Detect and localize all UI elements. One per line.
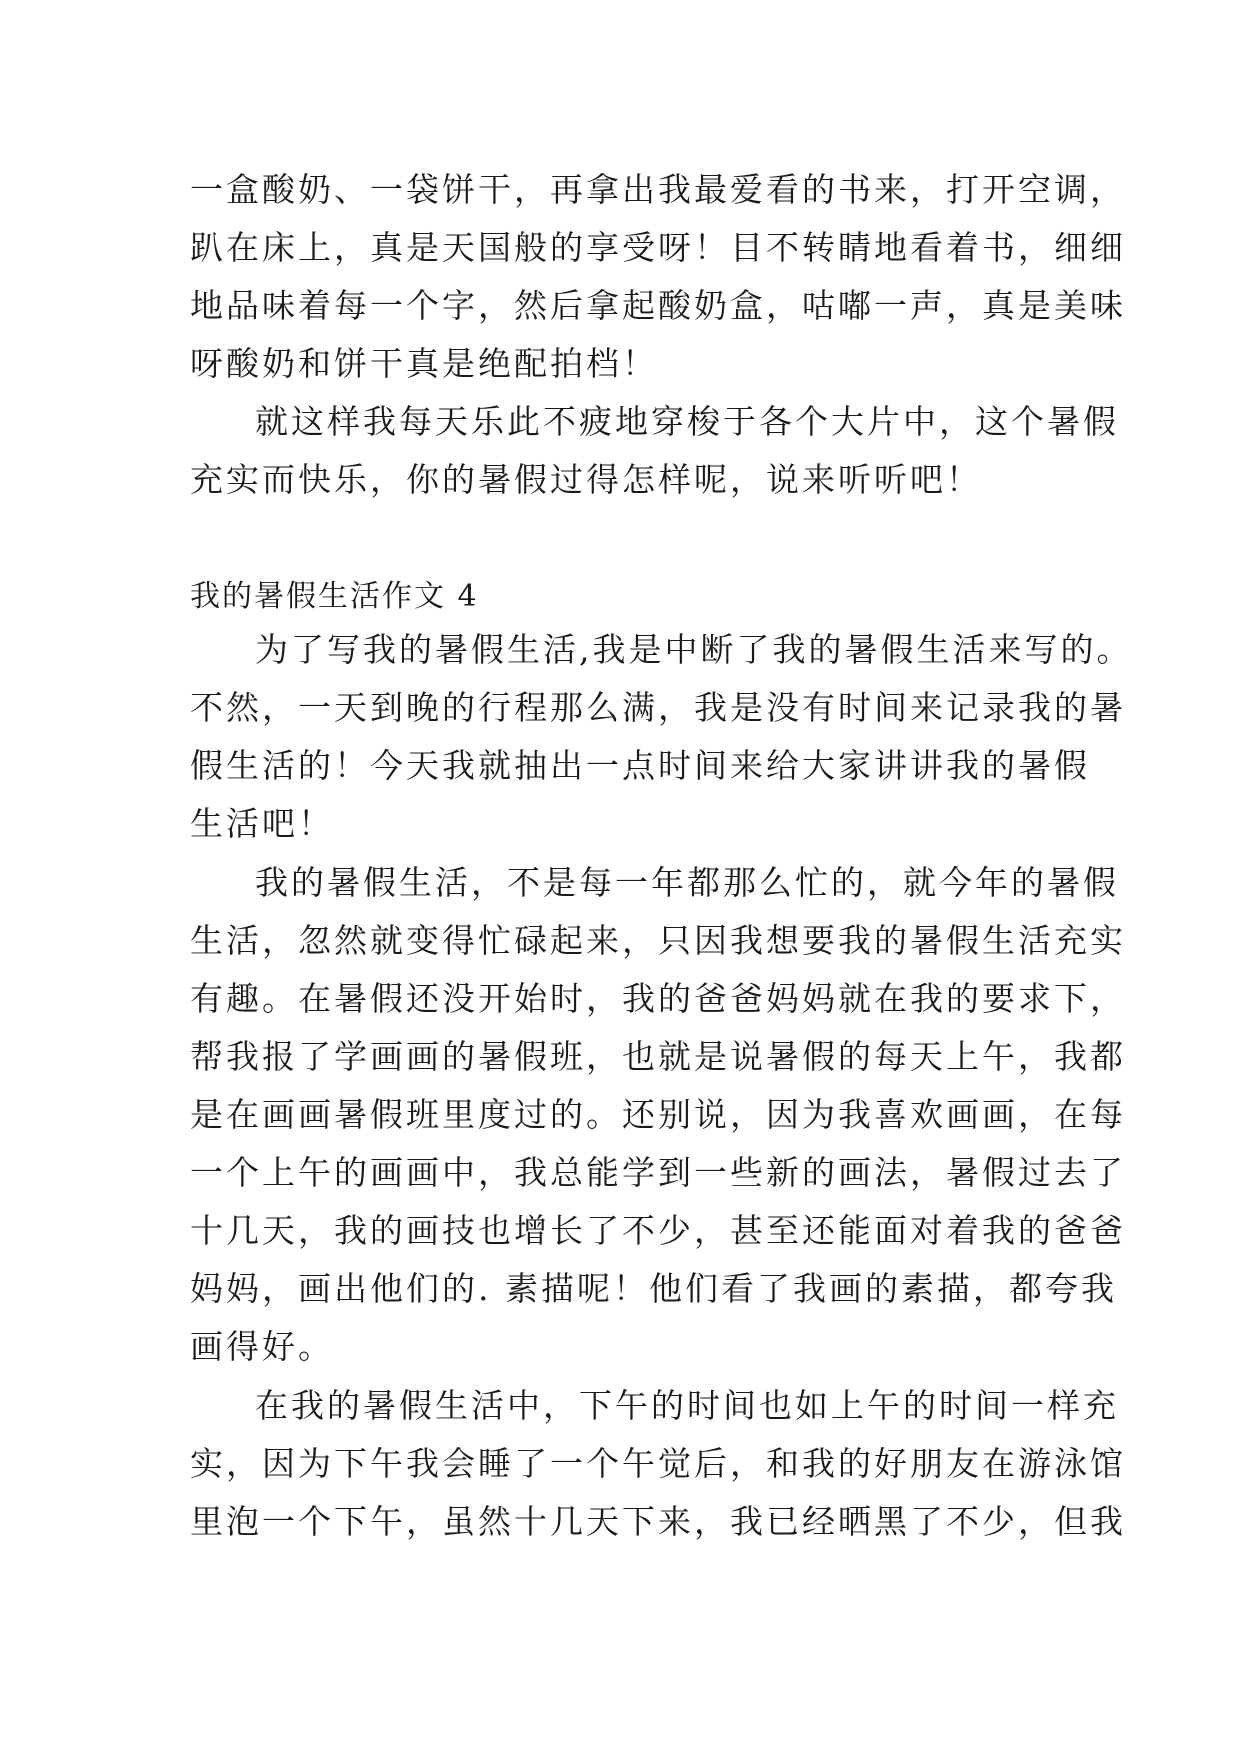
text-line: 一个上午的画画中，我总能学到一些新的画法，暑假过去了 [190, 1153, 1126, 1192]
text-line: 有趣。在暑假还没开始时，我的爸爸妈妈就在我的要求下， [190, 979, 1126, 1018]
text-line: 十几天，我的画技也增长了不少，甚至还能面对着我的爸爸 [190, 1211, 1126, 1250]
text-line: 呀酸奶和饼干真是绝配拍档！ [190, 344, 658, 383]
text-line: 实，因为下午我会睡了一个午觉后，和我的好朋友在游泳馆 [190, 1444, 1126, 1483]
text-line: 假生活的！今天我就抽出一点时间来给大家讲讲我的暑假 [190, 746, 1090, 785]
text-line: 里泡一个下午，虽然十几天下来，我已经晒黑了不少，但我 [190, 1502, 1126, 1541]
text-line: 生活吧！ [190, 804, 334, 843]
text-line: 妈妈，画出他们的. 素描呢！他们看了我画的素描，都夸我 [190, 1269, 1117, 1308]
text-line: 生活，忽然就变得忙碌起来，只因我想要我的暑假生活充实 [190, 921, 1126, 960]
section-heading: 我的暑假生活作文 4 [190, 579, 479, 614]
text-line: 就这样我每天乐此不疲地穿梭于各个大片中，这个暑假 [255, 402, 1119, 441]
text-line: 在我的暑假生活中，下午的时间也如上午的时间一样充 [255, 1386, 1119, 1425]
text-line: 不然，一天到晚的行程那么满，我是没有时间来记录我的暑 [190, 688, 1126, 727]
text-line: 充实而快乐，你的暑假过得怎样呢，说来听听吧！ [190, 460, 982, 499]
text-line: 趴在床上，真是天国般的享受呀！目不转睛地看着书，细细 [190, 228, 1126, 267]
text-line: 帮我报了学画画的暑假班，也就是说暑假的每天上午，我都 [190, 1037, 1126, 1076]
text-line: 是在画画暑假班里度过的。还别说，因为我喜欢画画，在每 [190, 1095, 1126, 1134]
text-line: 为了写我的暑假生活,我是中断了我的暑假生活来写的。 [255, 630, 1133, 669]
text-line: 画得好。 [190, 1327, 334, 1366]
text-line: 地品味着每一个字，然后拿起酸奶盒，咕嘟一声，真是美味 [190, 286, 1126, 325]
text-line: 我的暑假生活，不是每一年都那么忙的，就今年的暑假 [255, 863, 1119, 902]
text-line: 一盒酸奶、一袋饼干，再拿出我最爱看的书来，打开空调， [190, 170, 1126, 209]
